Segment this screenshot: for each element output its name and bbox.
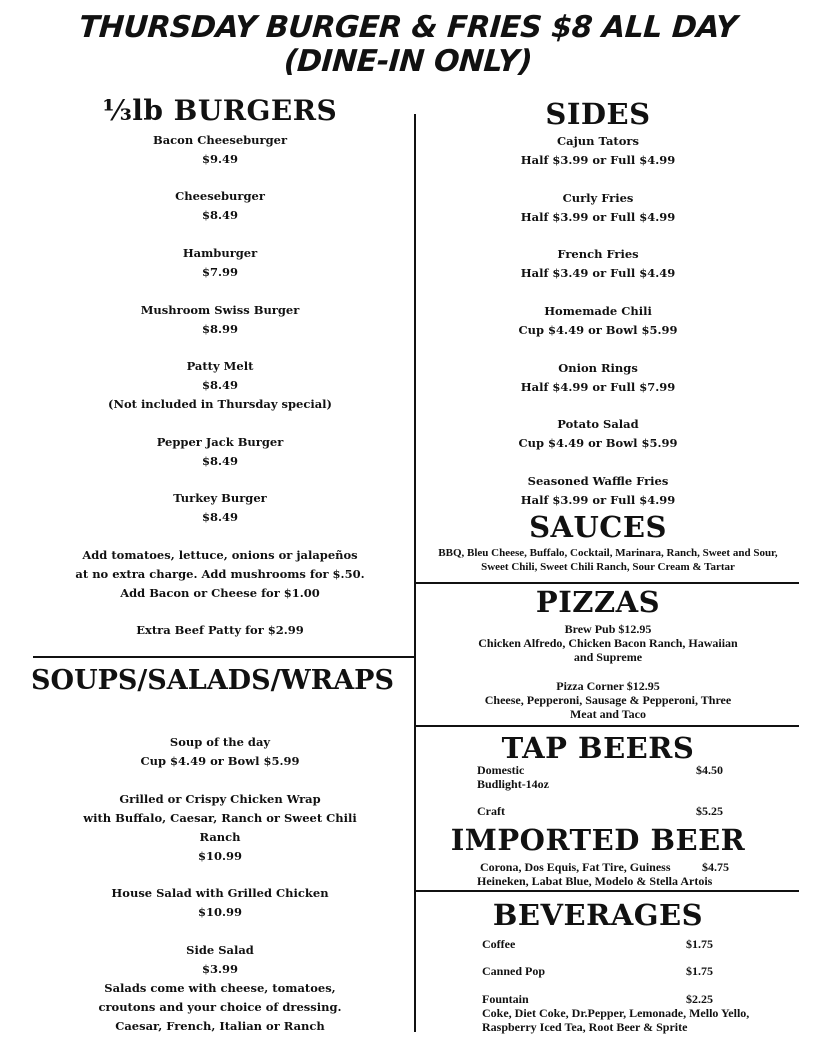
menu-item: Patty Melt $8.49 (Not included in Thursday special): [108, 359, 332, 411]
menu-item: Side Salad $3.99 Salads come with cheese, tomatoes, croutons and your choice of dressing. Caesar, French, Italian or Ranch: [98, 943, 342, 1033]
extra-patty: Extra Beef Patty for $2.99: [136, 623, 304, 637]
menu-item: Homemade Chili Cup $4.49 or Bowl $5.99: [518, 304, 678, 337]
sauces-list: BBQ, Bleu Cheese, Buffalo, Cocktail, Marinara, Ranch, Sweet and Sour, Sweet Chili, Sweet Chili Ranch, Sour Cream & Tartar: [438, 547, 778, 573]
tap-beers-title: TAP BEERS: [501, 731, 695, 765]
special-headline: THURSDAY BURGER & FRIES $8 ALL DAY: [77, 10, 739, 45]
menu-item: Potato Salad Cup $4.49 or Bowl $5.99: [518, 417, 678, 450]
pizza-group: Brew Pub $12.95 Chicken Alfredo, Chicken Bacon Ranch, Hawaiian and Supreme: [478, 622, 738, 664]
beverage-name: Fountain: [482, 992, 529, 1006]
beer-name: Domestic: [477, 763, 525, 777]
beverage-name: Coffee: [482, 937, 516, 951]
divider-beverages: [415, 890, 799, 892]
beverage-name: Canned Pop: [482, 964, 546, 978]
menu-item: House Salad with Grilled Chicken $10.99: [111, 886, 329, 919]
special-subheadline: (DINE-IN ONLY): [282, 44, 534, 79]
imported-price: $4.75: [702, 860, 729, 874]
sides-title: SIDES: [545, 97, 651, 131]
divider-pizzas: [415, 582, 799, 584]
menu-item: Seasoned Waffle Fries Half $3.99 or Full $4.99: [520, 474, 676, 507]
beer-name: Craft: [477, 804, 505, 818]
menu-item: Turkey Burger $8.49: [173, 491, 267, 524]
menu-item: Cheeseburger $8.49: [175, 189, 265, 222]
menu-item: Pepper Jack Burger $8.49: [156, 435, 284, 468]
beer-price: $4.50: [696, 763, 723, 777]
menu-item: Cajun Tators Half $3.99 or Full $4.99: [520, 134, 676, 167]
menu-item: Hamburger $7.99: [182, 246, 258, 279]
imported-title: IMPORTED BEER: [450, 823, 746, 857]
fountain-list: Coke, Diet Coke, Dr.Pepper, Lemonade, Mello Yello,: [482, 1006, 750, 1020]
beverage-price: $1.75: [686, 937, 713, 951]
beverage-price: $1.75: [686, 964, 713, 978]
soups-title: SOUPS/SALADS/WRAPS: [31, 665, 394, 696]
divider-tap: [415, 725, 799, 727]
fountain-list: Raspberry Iced Tea, Root Beer & Sprite: [482, 1020, 688, 1034]
beer-price: $5.25: [696, 804, 723, 818]
imported-list: Heineken, Labat Blue, Modelo & Stella Artois: [477, 874, 713, 888]
burgers-title: ⅓lb BURGERS: [102, 94, 338, 127]
beverages-title: BEVERAGES: [492, 898, 704, 932]
menu-item: Soup of the day Cup $4.49 or Bowl $5.99: [140, 735, 300, 768]
pizzas-title: PIZZAS: [535, 585, 661, 619]
menu-item: Mushroom Swiss Burger $8.99: [140, 303, 300, 336]
sauces-title: SAUCES: [529, 510, 667, 544]
menu-item: French Fries Half $3.49 or Full $4.49: [520, 247, 676, 280]
beer-sub: Budlight-14oz: [477, 777, 550, 791]
menu-item: Grilled or Crispy Chicken Wrap with Buffalo, Caesar, Ranch or Sweet Chili Ranch $10.99: [83, 792, 357, 863]
menu-item: Bacon Cheeseburger $9.49: [152, 133, 288, 166]
beverage-price: $2.25: [686, 992, 713, 1006]
divider-soups: [33, 656, 415, 658]
menu-item: Curly Fries Half $3.99 or Full $4.99: [520, 191, 676, 224]
imported-list: Corona, Dos Equis, Fat Tire, Guiness: [480, 860, 671, 874]
pizza-group: Pizza Corner $12.95 Cheese, Pepperoni, Sausage & Pepperoni, Three Meat and Taco: [484, 679, 732, 721]
burger-addons: Add tomatoes, lettuce, onions or jalapeños at no extra charge. Add mushrooms for $.50. Add Bacon or Cheese for $1.00: [75, 548, 365, 600]
menu-item: Onion Rings Half $4.99 or Full $7.99: [520, 361, 676, 394]
